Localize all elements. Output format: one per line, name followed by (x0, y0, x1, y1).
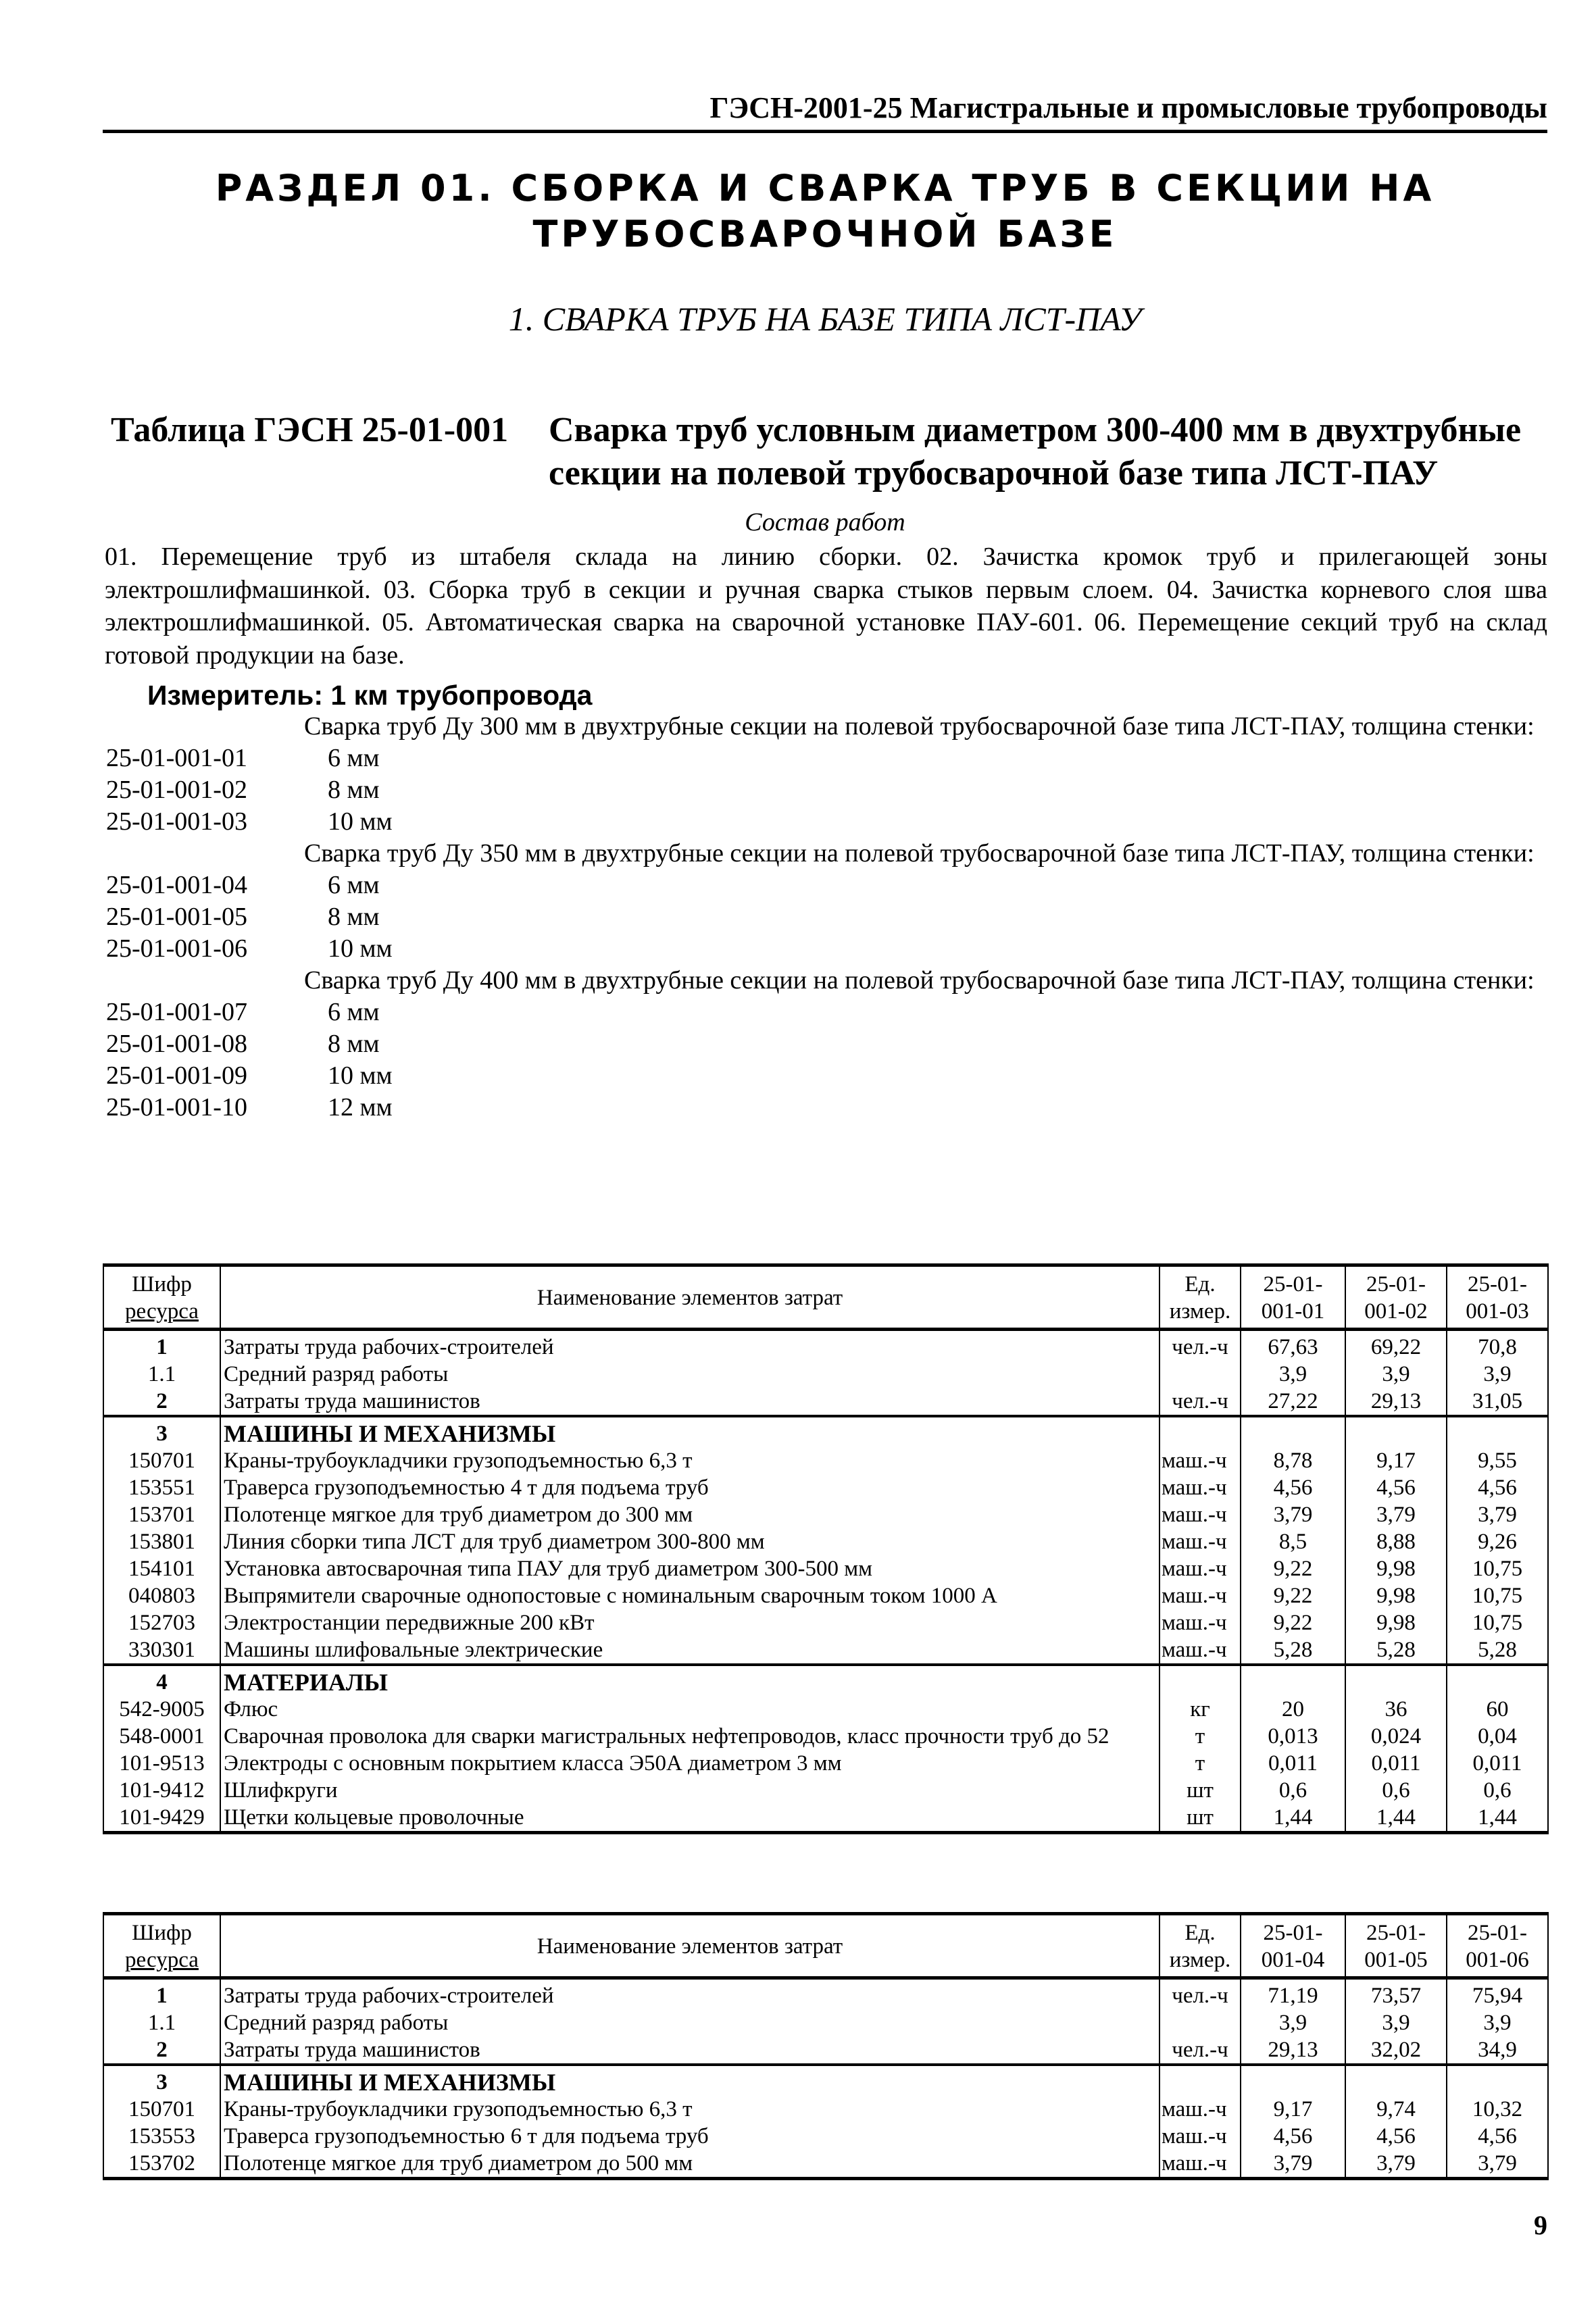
norm-value: 70,8 (1447, 1330, 1548, 1361)
norm-value (1345, 1416, 1447, 1447)
norm-value (1345, 2065, 1447, 2096)
unit-of-measure (1159, 2009, 1241, 2036)
norm-value: 0,013 (1241, 1723, 1345, 1750)
unit-of-measure: маш.-ч (1159, 1555, 1241, 1582)
unit-of-measure (1159, 1416, 1241, 1447)
norm-value: 9,55 (1447, 1447, 1548, 1474)
header-resource-code: Шифр ресурса (103, 1265, 220, 1330)
cost-element-name: Средний разряд работы (220, 1361, 1159, 1388)
table-row (103, 1528, 1548, 1555)
norm-value: 10,75 (1447, 1609, 1548, 1636)
spec-group-title: Сварка труб Ду 400 мм в двухтрубные секции на полевой трубосварочной базе типа ЛСТ-ПАУ, толщина стенки: (304, 966, 1535, 995)
norm-value: 9,26 (1447, 1528, 1548, 1555)
cost-element-name: Щетки кольцевые проволочные (220, 1804, 1159, 1833)
norm-value: 3,9 (1447, 2009, 1548, 2036)
norm-value: 5,28 (1345, 1636, 1447, 1665)
subsection-title: 1. СВАРКА ТРУБ НА БАЗЕ ТИПА ЛСТ-ПАУ (508, 300, 1142, 338)
header-cost-element-name: Наименование элементов затрат (220, 1914, 1159, 1978)
norm-value: 1,44 (1241, 1804, 1345, 1833)
resource-code: 3 (103, 1416, 220, 1447)
norm-value: 34,9 (1447, 2036, 1548, 2065)
norm-value: 3,79 (1241, 1501, 1345, 1528)
norm-value: 9,22 (1241, 1609, 1345, 1636)
unit-of-measure: маш.-ч (1159, 2150, 1241, 2179)
resource-code: 330301 (103, 1636, 220, 1665)
norm-value: 0,04 (1447, 1723, 1548, 1750)
cost-element-name: Затраты труда машинистов (220, 1388, 1159, 1416)
table-section-row (103, 1416, 1548, 1447)
table-row-group (103, 1978, 1548, 2065)
cost-element-name: Траверса грузоподъемностью 4 т для подъема труб (220, 1474, 1159, 1501)
norm-value: 4,56 (1345, 2123, 1447, 2150)
cost-element-name: Краны-трубоукладчики грузоподъемностью 6,3 т (220, 2096, 1159, 2123)
unit-of-measure: чел.-ч (1159, 1978, 1241, 2010)
table-row (103, 1555, 1548, 1582)
norm-value: 8,88 (1345, 1528, 1447, 1555)
norm-value: 27,22 (1241, 1388, 1345, 1416)
norm-value: 71,19 (1241, 1978, 1345, 2010)
table-row (103, 1777, 1548, 1804)
header-unit: Ед. измер. (1159, 1265, 1241, 1330)
table-row (103, 1750, 1548, 1777)
unit-of-measure: маш.-ч (1159, 1528, 1241, 1555)
spec-item-thickness: 10 мм (328, 807, 393, 836)
cost-element-name: Выпрямители сварочные однопостовые с номинальным сварочным током 1000 А (220, 1582, 1159, 1609)
resource-code: 152703 (103, 1609, 220, 1636)
cost-element-name: Полотенце мягкое для труб диаметром до 500 мм (220, 2150, 1159, 2179)
norm-value: 20 (1241, 1696, 1345, 1723)
header-unit: Ед. измер. (1159, 1914, 1241, 1978)
norm-value: 9,98 (1345, 1609, 1447, 1636)
resource-code: 101-9412 (103, 1777, 220, 1804)
norm-value: 3,9 (1447, 1361, 1548, 1388)
resource-code: 1.1 (103, 1361, 220, 1388)
norm-value: 0,6 (1241, 1777, 1345, 1804)
section-title-line-1: РАЗДЕЛ 01. СБОРКА И СВАРКА ТРУБ В СЕКЦИИ НА (215, 167, 1435, 209)
spec-item (105, 933, 1547, 965)
cost-element-name: Установка автосварочная типа ПАУ для труб диаметром 300-500 мм (220, 1555, 1159, 1582)
table-row (103, 1474, 1548, 1501)
norm-value (1447, 1665, 1548, 1696)
norm-value (1241, 2065, 1345, 2096)
cost-element-name: Краны-трубоукладчики грузоподъемностью 6,3 т (220, 1447, 1159, 1474)
norm-value: 32,02 (1345, 2036, 1447, 2065)
resource-code: 548-0001 (103, 1723, 220, 1750)
spec-item-code: 25-01-001-02 (106, 776, 247, 804)
cost-element-name: МАТЕРИАЛЫ (220, 1665, 1159, 1696)
norm-value: 5,28 (1241, 1636, 1345, 1665)
table-row (103, 2123, 1548, 2150)
section-title (103, 166, 1547, 257)
resource-code: 040803 (103, 1582, 220, 1609)
cost-element-name: Шлифкруги (220, 1777, 1159, 1804)
table-row (103, 1636, 1548, 1665)
spec-item (105, 774, 1547, 806)
norm-value: 9,22 (1241, 1582, 1345, 1609)
spec-item-thickness: 8 мм (328, 903, 380, 931)
norm-value: 3,79 (1241, 2150, 1345, 2179)
unit-of-measure: кг (1159, 1696, 1241, 1723)
resource-code: 150701 (103, 1447, 220, 1474)
table-header-row (103, 1265, 1548, 1330)
cost-element-name: Затраты труда рабочих-строителей (220, 1330, 1159, 1361)
cost-element-name: Полотенце мягкое для труб диаметром до 300 мм (220, 1501, 1159, 1528)
norm-value: 31,05 (1447, 1388, 1548, 1416)
spec-item-code: 25-01-001-05 (106, 903, 247, 931)
resource-code: 101-9513 (103, 1750, 220, 1777)
norm-value: 29,13 (1241, 2036, 1345, 2065)
unit-of-measure: маш.-ч (1159, 2096, 1241, 2123)
resource-table-2 (103, 1912, 1549, 2180)
unit-of-measure: маш.-ч (1159, 1447, 1241, 1474)
spec-item (105, 1060, 1547, 1092)
norm-value: 3,9 (1241, 2009, 1345, 2036)
spec-item-code: 25-01-001-06 (106, 934, 247, 963)
norm-value: 9,98 (1345, 1582, 1447, 1609)
resource-code: 153701 (103, 1501, 220, 1528)
table-row-group (103, 1330, 1548, 1417)
header-norm-code: 25-01- 001-05 (1345, 1914, 1447, 1978)
norm-value: 4,56 (1345, 1474, 1447, 1501)
unit-of-measure (1159, 2065, 1241, 2096)
unit-of-measure: т (1159, 1750, 1241, 1777)
table-row (103, 1501, 1548, 1528)
unit-of-measure: маш.-ч (1159, 1501, 1241, 1528)
norm-value: 36 (1345, 1696, 1447, 1723)
norm-value: 60 (1447, 1696, 1548, 1723)
table-section-row (103, 1665, 1548, 1696)
unit-of-measure: маш.-ч (1159, 1609, 1241, 1636)
spec-item-code: 25-01-001-01 (106, 744, 247, 772)
resource-code: 2 (103, 2036, 220, 2065)
norm-value: 8,5 (1241, 1528, 1345, 1555)
header-norm-code: 25-01- 001-01 (1241, 1265, 1345, 1330)
table-row (103, 2009, 1548, 2036)
resource-code: 3 (103, 2065, 220, 2096)
norm-value: 4,56 (1241, 1474, 1345, 1501)
unit-of-measure: маш.-ч (1159, 2123, 1241, 2150)
cost-element-name: МАШИНЫ И МЕХАНИЗМЫ (220, 2065, 1159, 2096)
table-row (103, 1804, 1548, 1833)
table-row (103, 2036, 1548, 2065)
resource-code: 150701 (103, 2096, 220, 2123)
spec-item (105, 806, 1547, 838)
cost-element-name: Машины шлифовальные электрические (220, 1636, 1159, 1665)
cost-element-name: Затраты труда машинистов (220, 2036, 1159, 2065)
spec-item-code: 25-01-001-03 (106, 807, 247, 836)
resource-code: 1.1 (103, 2009, 220, 2036)
header-resource-code: Шифр ресурса (103, 1914, 220, 1978)
norm-value: 1,44 (1345, 1804, 1447, 1833)
spec-item-code: 25-01-001-08 (106, 1030, 247, 1058)
table-row (103, 1447, 1548, 1474)
spec-item (105, 870, 1547, 901)
table-header-row (103, 1914, 1548, 1978)
page-number: 9 (1534, 2210, 1547, 2240)
spec-item-thickness: 8 мм (328, 1030, 380, 1058)
section-title-line-2: ТРУБОСВАРОЧНОЙ БАЗЕ (532, 213, 1118, 255)
spec-item-thickness: 10 мм (328, 1061, 393, 1090)
table-row-group (103, 1665, 1548, 1833)
table-row (103, 2096, 1548, 2123)
resource-code: 1 (103, 1330, 220, 1361)
norm-value: 3,9 (1345, 1361, 1447, 1388)
norm-value: 67,63 (1241, 1330, 1345, 1361)
table-row (103, 1582, 1548, 1609)
spec-group-title: Сварка труб Ду 350 мм в двухтрубные секции на полевой трубосварочной базе типа ЛСТ-ПАУ, толщина стенки: (304, 839, 1535, 867)
unit-of-measure: чел.-ч (1159, 2036, 1241, 2065)
unit-of-measure: маш.-ч (1159, 1474, 1241, 1501)
cost-element-name: Сварочная проволока для сварки магистральных нефтепроводов, класс прочности труб до 52 (220, 1723, 1159, 1750)
resource-code: 154101 (103, 1555, 220, 1582)
norm-value: 10,75 (1447, 1582, 1548, 1609)
unit-of-measure: чел.-ч (1159, 1388, 1241, 1416)
spec-item (105, 1092, 1547, 1124)
unit-of-measure: т (1159, 1723, 1241, 1750)
norm-value: 9,98 (1345, 1555, 1447, 1582)
resource-code: 153553 (103, 2123, 220, 2150)
spec-group-title: Сварка труб Ду 300 мм в двухтрубные секции на полевой трубосварочной базе типа ЛСТ-ПАУ, толщина стенки: (304, 712, 1535, 740)
spec-item-thickness: 6 мм (328, 998, 380, 1026)
norm-value: 8,78 (1241, 1447, 1345, 1474)
spec-item-code: 25-01-001-10 (106, 1093, 247, 1122)
norm-value: 3,9 (1241, 1361, 1345, 1388)
norm-value: 4,56 (1447, 1474, 1548, 1501)
norm-value: 4,56 (1241, 2123, 1345, 2150)
spec-item (105, 1028, 1547, 1060)
table-row (103, 1696, 1548, 1723)
cost-element-name: Затраты труда рабочих-строителей (220, 1978, 1159, 2010)
norm-value: 3,79 (1345, 1501, 1447, 1528)
norm-value: 0,011 (1447, 1750, 1548, 1777)
spec-item-thickness: 12 мм (328, 1093, 393, 1122)
table-section-row (103, 2065, 1548, 2096)
norm-value: 10,75 (1447, 1555, 1548, 1582)
resource-code: 153801 (103, 1528, 220, 1555)
norm-value: 0,011 (1345, 1750, 1447, 1777)
spec-item (105, 743, 1547, 774)
norm-value: 9,17 (1241, 2096, 1345, 2123)
header-norm-code: 25-01- 001-02 (1345, 1265, 1447, 1330)
resource-code: 153702 (103, 2150, 220, 2179)
resource-code: 101-9429 (103, 1804, 220, 1833)
resource-code: 542-9005 (103, 1696, 220, 1723)
table-caption-label: Таблица ГЭСН 25-01-001 (111, 411, 509, 449)
table-row (103, 1330, 1548, 1361)
table-row (103, 1361, 1548, 1388)
norm-value: 0,024 (1345, 1723, 1447, 1750)
cost-element-name: Флюс (220, 1696, 1159, 1723)
table-row-group (103, 2065, 1548, 2179)
header-norm-code: 25-01- 001-04 (1241, 1914, 1345, 1978)
norm-value: 3,79 (1447, 1501, 1548, 1528)
norm-value: 69,22 (1345, 1330, 1447, 1361)
spec-item-thickness: 6 мм (328, 871, 380, 899)
norm-value (1241, 1665, 1345, 1696)
norm-value: 73,57 (1345, 1978, 1447, 2010)
resource-table-1 (103, 1263, 1549, 1834)
spec-item-thickness: 10 мм (328, 934, 393, 963)
resource-code: 2 (103, 1388, 220, 1416)
norm-value: 9,74 (1345, 2096, 1447, 2123)
spec-item-code: 25-01-001-07 (106, 998, 247, 1026)
norm-value: 0,011 (1241, 1750, 1345, 1777)
resource-code: 153551 (103, 1474, 220, 1501)
unit-of-measure: чел.-ч (1159, 1330, 1241, 1361)
spec-item-code: 25-01-001-09 (106, 1061, 247, 1090)
table-row (103, 1723, 1548, 1750)
resource-code: 1 (103, 1978, 220, 2010)
table-caption-title: Сварка труб условным диаметром 300-400 мм в двухтрубные секции на полевой трубосварочной базе типа ЛСТ-ПАУ (549, 411, 1522, 493)
unit-of-measure: шт (1159, 1777, 1241, 1804)
unit-of-measure (1159, 1665, 1241, 1696)
table-row (103, 1388, 1548, 1416)
cost-element-name: Линия сборки типа ЛСТ для труб диаметром 300-800 мм (220, 1528, 1159, 1555)
cost-element-name: МАШИНЫ И МЕХАНИЗМЫ (220, 1416, 1159, 1447)
resource-code: 4 (103, 1665, 220, 1696)
spec-item-code: 25-01-001-04 (106, 871, 247, 899)
specification-list (105, 711, 1547, 1124)
works-description: 01. Перемещение труб из штабеля склада на линию сборки. 02. Зачистка кромок труб и прилегающей зоны электрошлифмашинкой. 03. Сборка труб в секции и ручная сварка стыков первым слоем. 04. Зачистка корневого слоя шва электрошлифмашинкой. 05. Автоматическая сварка на сварочной установке ПАУ-601. 06. Перемещение секций труб на склад готовой продукции на базе. (105, 543, 1547, 670)
norm-value: 9,17 (1345, 1447, 1447, 1474)
spec-item-thickness: 6 мм (328, 744, 380, 772)
header-norm-code: 25-01- 001-06 (1447, 1914, 1548, 1978)
spec-item (105, 901, 1547, 933)
header-norm-code: 25-01- 001-03 (1447, 1265, 1548, 1330)
header-cost-element-name: Наименование элементов затрат (220, 1265, 1159, 1330)
norm-value: 3,79 (1447, 2150, 1548, 2179)
spec-item (105, 997, 1547, 1028)
norm-value: 3,9 (1345, 2009, 1447, 2036)
norm-value: 0,6 (1345, 1777, 1447, 1804)
norm-value: 29,13 (1345, 1388, 1447, 1416)
running-header: ГЭСН-2001-25 Магистральные и промысловые трубопроводы (103, 88, 1547, 133)
works-heading: Состав работ (745, 508, 905, 536)
norm-value: 4,56 (1447, 2123, 1548, 2150)
spec-item-thickness: 8 мм (328, 776, 380, 804)
cost-element-name: Траверса грузоподъемностью 6 т для подъема труб (220, 2123, 1159, 2150)
norm-value: 75,94 (1447, 1978, 1548, 2010)
table-row (103, 2150, 1548, 2179)
meter-unit: Измеритель: 1 км трубопровода (147, 680, 593, 711)
table-row-group (103, 1416, 1548, 1665)
unit-of-measure: маш.-ч (1159, 1636, 1241, 1665)
norm-value (1241, 1416, 1345, 1447)
cost-element-name: Средний разряд работы (220, 2009, 1159, 2036)
norm-value (1345, 1665, 1447, 1696)
unit-of-measure (1159, 1361, 1241, 1388)
norm-value: 9,22 (1241, 1555, 1345, 1582)
norm-value: 1,44 (1447, 1804, 1548, 1833)
cost-element-name: Электростанции передвижные 200 кВт (220, 1609, 1159, 1636)
table-row (103, 1609, 1548, 1636)
unit-of-measure: маш.-ч (1159, 1582, 1241, 1609)
norm-value (1447, 1416, 1548, 1447)
unit-of-measure: шт (1159, 1804, 1241, 1833)
norm-value: 0,6 (1447, 1777, 1548, 1804)
norm-value: 10,32 (1447, 2096, 1548, 2123)
norm-value: 5,28 (1447, 1636, 1548, 1665)
cost-element-name: Электроды с основным покрытием класса Э50А диаметром 3 мм (220, 1750, 1159, 1777)
norm-value (1447, 2065, 1548, 2096)
table-row (103, 1978, 1548, 2010)
norm-value: 3,79 (1345, 2150, 1447, 2179)
